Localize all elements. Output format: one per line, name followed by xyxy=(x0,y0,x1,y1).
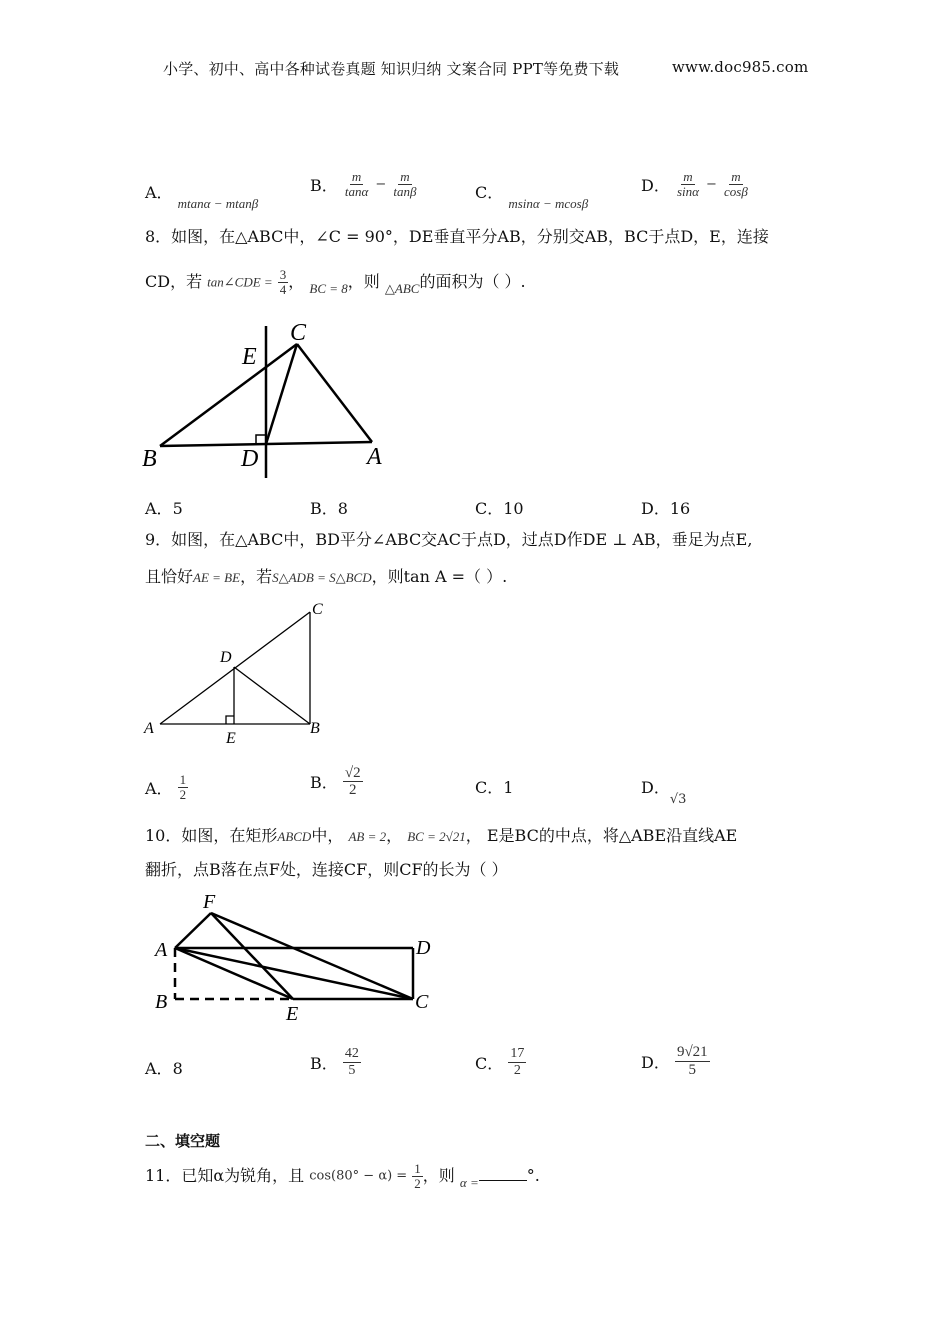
q8-figure xyxy=(140,318,400,486)
q9-option-c[interactable]: C．1 xyxy=(475,778,514,797)
q9-option-b[interactable]: B． $\frac{√2}{2}$ xyxy=(310,765,361,798)
q8-line2: CD，若 tan∠CDE = $\frac{3}{4}$ ， $_{BC = 8}$，则 $_{\triangle ABC}$的面积为（ ）. xyxy=(145,267,526,297)
q9-option-a[interactable]: A． $\frac{1}{2}$ xyxy=(145,772,187,802)
segment-fe xyxy=(211,913,293,999)
label-c: C xyxy=(415,991,429,1013)
q8-option-c[interactable]: C．10 xyxy=(475,499,524,518)
right-angle-mark xyxy=(256,435,266,444)
segment-ca xyxy=(297,344,372,442)
segment-db xyxy=(234,667,310,724)
label-e: E xyxy=(242,344,257,370)
label-d: D xyxy=(241,446,259,472)
q10-line1: 10．如图，在矩形ABCD中， AB = 2， BC = 2√21， E是BC的中点，将△ABE沿直线AE xyxy=(145,826,738,845)
option-expr: msinα − mcosβ xyxy=(508,196,589,211)
label-a: A xyxy=(144,720,154,737)
label-a: A xyxy=(367,444,382,470)
segment-af xyxy=(175,913,211,948)
q10-option-c[interactable]: C． $\frac{17}{2}$ xyxy=(475,1046,525,1078)
segment-bc xyxy=(160,344,297,446)
option-letter: D． xyxy=(641,176,670,195)
fraction: $\frac{1}{2}$ xyxy=(179,772,187,802)
header-text: 小学、初中、高中各种试卷真题 知识归纳 文案合同 PPT等免费下载 xyxy=(163,60,620,78)
q7-option-d[interactable] xyxy=(641,170,750,199)
label-a: A xyxy=(155,939,168,961)
label-b: B xyxy=(155,991,168,1013)
q8-option-b[interactable]: B．8 xyxy=(310,499,348,518)
q10-option-d[interactable]: D． $\frac{9√21}{5}$ xyxy=(641,1044,708,1078)
q9-line1: 9．如图，在△ABC中，BD平分∠ABC交AC于点D，过点D作DE ⊥ AB，垂足为点E, xyxy=(145,530,753,549)
fraction: $\frac{17}{2}$ xyxy=(510,1046,525,1078)
segment-ac xyxy=(175,948,413,999)
minus: − xyxy=(706,177,717,192)
fraction: $\frac{m}{\cos\beta}$ xyxy=(724,169,748,199)
q10-option-a[interactable]: A．8 xyxy=(145,1059,183,1078)
label-c: C xyxy=(290,320,307,346)
option-letter: A． xyxy=(145,183,173,202)
q11-line: 11．已知α为锐角，且 cos(80° − α) = $\frac{1}{2}$ ，则 $_{\alpha =}$ °. xyxy=(145,1161,540,1191)
label-b: B xyxy=(142,446,157,472)
label-e: E xyxy=(226,730,236,747)
label-c: C xyxy=(312,601,323,618)
label-d: D xyxy=(220,649,232,666)
q10-line2: 翻折，点B落在点F处，连接CF，则CF的长为（ ） xyxy=(145,860,508,879)
label-e: E xyxy=(286,1003,299,1025)
q7-option-b[interactable] xyxy=(310,170,418,199)
q8-line1: 8．如图，在△ABC中，∠C = 90°，DE垂直平分AB，分别交AB，BC于点D，E，连接 xyxy=(145,227,769,246)
q9-option-d[interactable]: D．$_{√3}$ xyxy=(641,778,687,807)
q8-option-d[interactable]: D．16 xyxy=(641,499,691,518)
segment-cd xyxy=(266,344,297,444)
fraction: $\frac{m}{\sin\alpha}$ xyxy=(676,169,699,199)
fraction: $\frac{1}{2}$ xyxy=(414,1161,421,1191)
segment-ae xyxy=(175,948,293,999)
option-letter: C． xyxy=(475,183,504,202)
header-url[interactable]: www.doc985.com xyxy=(672,58,809,76)
label-d: D xyxy=(416,937,431,959)
fraction: $\frac{42}{5}$ xyxy=(344,1046,359,1078)
fraction: $\frac{3}{4}$ xyxy=(279,267,287,297)
label-f: F xyxy=(203,891,216,913)
q10-figure xyxy=(145,886,445,1028)
q8-option-a[interactable]: A．5 xyxy=(145,499,183,518)
label-b: B xyxy=(310,720,320,737)
answer-blank[interactable] xyxy=(479,1180,527,1181)
fraction: $\frac{√2}{2}$ xyxy=(344,765,361,798)
section-title: 二、填空题 xyxy=(145,1132,221,1150)
q9-line2: 且恰好AE = BE，若S△ADB = S△BCD，则tan A =（ ）. xyxy=(145,567,508,586)
fraction: $\frac{m}{\tan\alpha}$ xyxy=(344,169,369,199)
option-letter: B． xyxy=(310,176,338,195)
right-angle-mark xyxy=(226,716,234,724)
q10-option-b[interactable]: B． $\frac{42}{5}$ xyxy=(310,1046,359,1078)
minus: − xyxy=(375,177,387,192)
segment-fc xyxy=(211,913,413,999)
fraction: $\frac{m}{\tan\beta}$ xyxy=(393,169,417,199)
q9-figure xyxy=(140,596,340,748)
fraction: $\frac{9√21}{5}$ xyxy=(676,1044,708,1078)
option-expr: mtanα − mtanβ xyxy=(177,196,259,211)
